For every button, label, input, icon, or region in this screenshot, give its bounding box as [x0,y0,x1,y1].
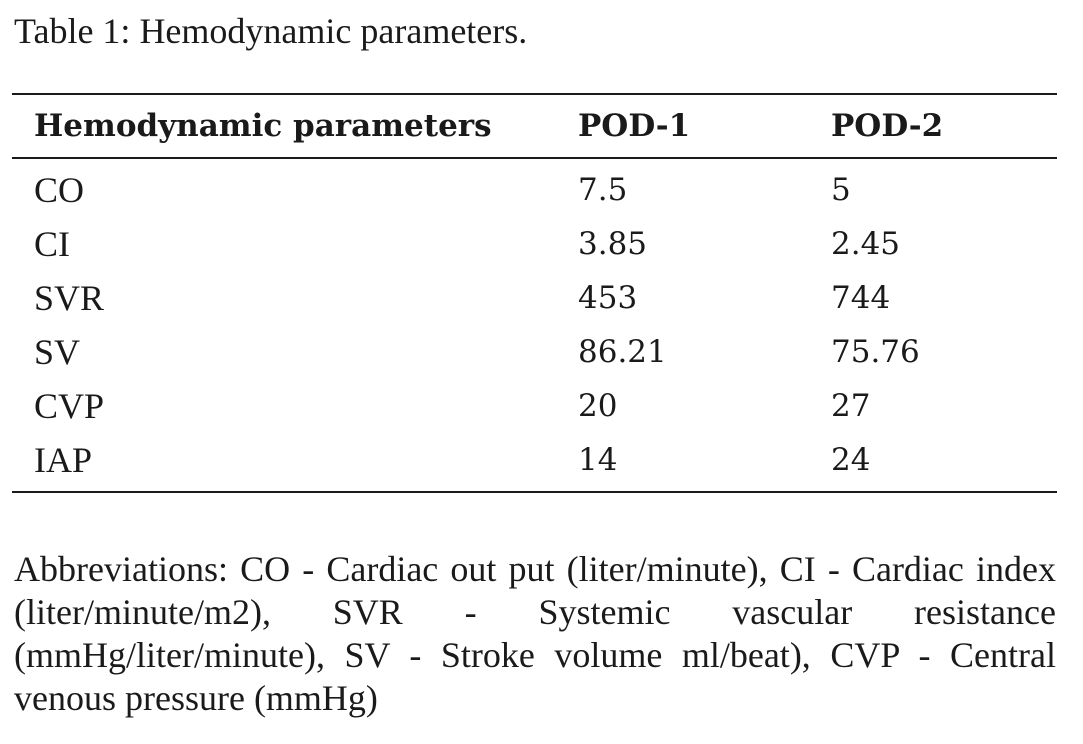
cell-pod-2: 744 [831,280,891,316]
cell-pod-2: 24 [831,442,871,478]
table-row [12,325,1057,379]
header-row [12,94,1057,158]
cell-pod-1: 453 [578,280,638,316]
cell-parameter: IAP [34,440,93,480]
cell-parameter: CO [34,170,85,210]
table-header [12,94,1057,158]
cell-parameter: SVR [34,278,105,318]
cell-parameter: CVP [34,386,105,426]
header-parameter: Hemodynamic parameters [12,94,578,158]
table-body [12,158,1057,492]
hemodynamic-table [12,93,1057,493]
cell-pod-1: 14 [578,442,618,478]
cell-pod-2: 2.45 [831,226,901,262]
cell-pod-1: 20 [578,388,618,424]
cell-pod-2: 75.76 [831,334,920,370]
cell-parameter: CI [34,224,70,264]
cell-pod-2: 5 [831,172,851,208]
cell-pod-1: 7.5 [578,172,628,208]
table-container [12,93,1057,493]
header-pod-1: POD-1 [578,94,831,158]
table-row [12,217,1057,271]
cell-pod-1: 3.85 [578,226,648,262]
table-row [12,158,1057,217]
cell-parameter: SV [34,332,81,372]
header-pod-2: POD-2 [831,94,1057,158]
table-row [12,271,1057,325]
abbreviations-note: Abbreviations: CO - Cardiac out put (liter/minute), CI - Cardiac index (liter/minute/m2), SVR - Systemic vascular resistance (mmHg/liter/minute), SV - Stroke volume ml/beat), CVP - Central venous pressure (mmHg) [14,549,1056,718]
cell-pod-2: 27 [831,388,871,424]
cell-pod-1: 86.21 [578,334,667,370]
table-row [12,379,1057,433]
table-row [12,433,1057,492]
table-caption: Table 1: Hemodynamic parameters. [14,11,528,51]
